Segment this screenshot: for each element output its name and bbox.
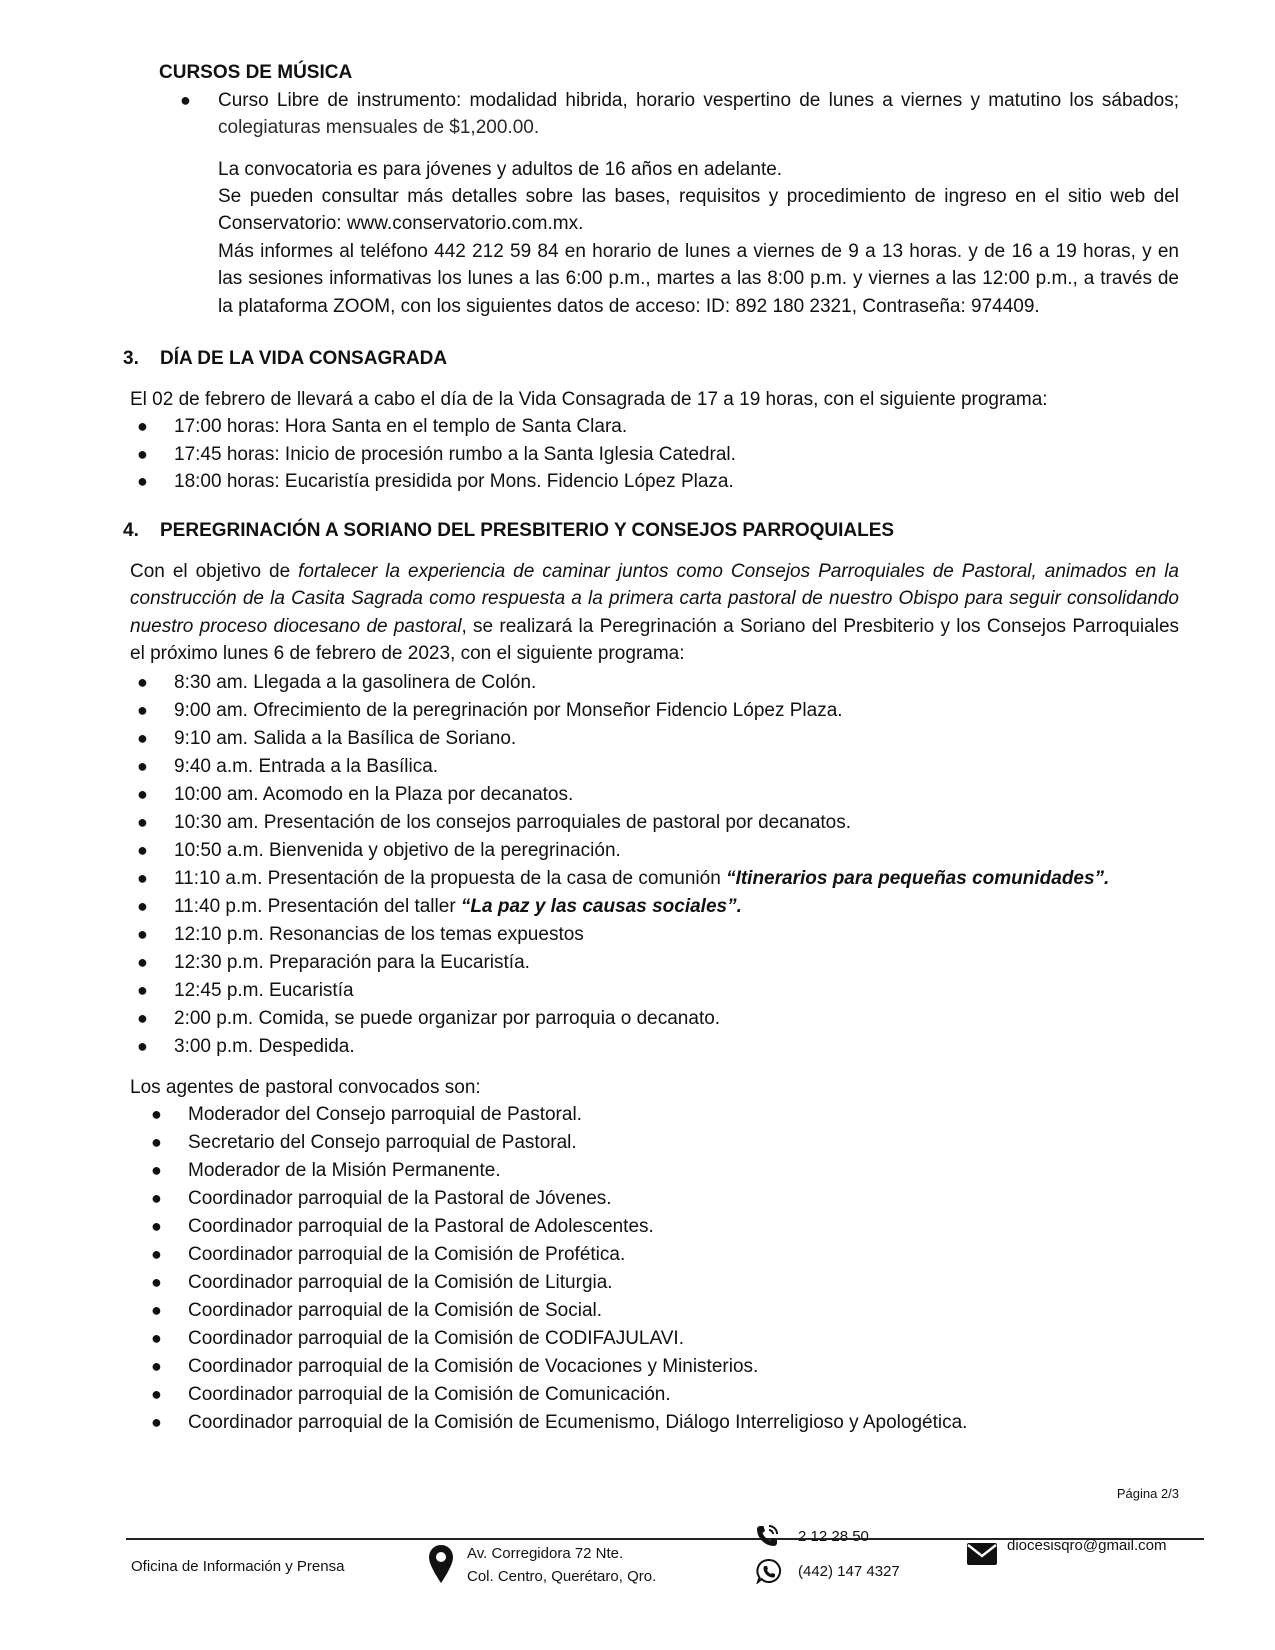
- bullet-dot: ●: [137, 416, 148, 436]
- bullet-dot: ●: [137, 784, 148, 804]
- list-item-text: 11:40 p.m. Presentación del taller: [174, 896, 461, 917]
- bullet-dot: ●: [151, 1216, 162, 1236]
- bullet-dot: ●: [137, 980, 148, 1000]
- bullet-dot: ●: [151, 1104, 162, 1124]
- bullet-dot: ●: [137, 756, 148, 776]
- agent-item: Secretario del Consejo parroquial de Pastoral.: [188, 1132, 577, 1153]
- footer-office: Oficina de Información y Prensa: [131, 1558, 345, 1575]
- footer-email[interactable]: diocesisqro@gmail.com: [1007, 1537, 1167, 1554]
- bullet-dot: ●: [137, 840, 148, 860]
- bullet-dot: ●: [151, 1300, 162, 1320]
- music-fee-text: colegiaturas mensuales de $1,200.00.: [218, 117, 540, 139]
- list-item: 17:00 horas: Hora Santa en el templo de Santa Clara.: [174, 416, 628, 437]
- bullet-dot: ●: [137, 812, 148, 832]
- bullet-dot: ●: [151, 1244, 162, 1264]
- section-4-intro: [130, 558, 1179, 667]
- bullet-dot: ●: [137, 868, 148, 888]
- bullet-dot: ●: [151, 1132, 162, 1152]
- bullet-dot: ●: [137, 896, 148, 916]
- bullet-dot: ●: [137, 728, 148, 748]
- agent-item: Coordinador parroquial de la Comisión de Vocaciones y Ministerios.: [188, 1356, 759, 1377]
- list-item: 2:00 p.m. Comida, se puede organizar por parroquia o decanato.: [174, 1008, 721, 1029]
- footer-address-line1: Av. Corregidora 72 Nte.: [467, 1545, 624, 1562]
- bullet-dot: ●: [151, 1160, 162, 1180]
- bullet-dot: ●: [151, 1272, 162, 1292]
- section-4-heading: PEREGRINACIÓN A SORIANO DEL PRESBITERIO Y CONSEJOS PARROQUIALES: [160, 520, 895, 541]
- section-4-intro-italic: fortalecer la experiencia de caminar juntos como Consejos Parroquiales de Pastoral, animados en la construcción de la Casita Sagrada como respuesta a la primera carta pastoral de nuestro Obispo para seguir consolidando nuestro proceso diocesano de pastoral: [130, 561, 1179, 637]
- agent-item: Moderador del Consejo parroquial de Pastoral.: [188, 1104, 582, 1125]
- bullet-dot: ●: [137, 444, 148, 464]
- list-item-emphasis: “Itinerarios para pequeñas comunidades”.: [726, 868, 1110, 889]
- list-item: 12:10 p.m. Resonancias de los temas expuestos: [174, 924, 584, 945]
- bullet-dot: ●: [137, 471, 148, 491]
- bullet-dot: ●: [151, 1328, 162, 1348]
- page-number: Página 2/3: [1116, 1486, 1179, 1501]
- music-para-3: Más informes al teléfono 442 212 59 84 en horario de lunes a viernes de 9 a 13 horas. y de 16 a 19 horas, y en las sesiones informativas los lunes a las 6:00 p.m., martes a las 8:00 p.m. y viernes a las 12:00 p.m., a través de la plataforma ZOOM, con los siguientes datos de acceso: ID: 892 180 2321, Contraseña: 974409.: [218, 241, 1179, 317]
- list-item: 10:00 am. Acomodo en la Plaza por decanatos.: [174, 784, 574, 805]
- bullet-dot: ●: [151, 1356, 162, 1376]
- section-4-intro-b: , se realizará la Peregrinación a Soriano del Presbiterio y los Consejos Parroquiales el próximo lunes 6 de febrero de 2023, con el siguiente programa:: [130, 615, 1180, 664]
- agent-item: Coordinador parroquial de la Comisión de Comunicación.: [188, 1384, 671, 1405]
- bullet-dot: ●: [151, 1188, 162, 1208]
- agent-item: Coordinador parroquial de la Comisión de CODIFAJULAVI.: [188, 1328, 684, 1349]
- list-item-emphasis: “La paz y las causas sociales”.: [460, 896, 742, 917]
- bullet-dot: ●: [151, 1384, 162, 1404]
- section-3-number: 3.: [123, 348, 139, 369]
- location-pin-icon: [428, 1544, 454, 1584]
- bullet-dot: ●: [137, 672, 148, 692]
- list-item-text: 11:10 a.m. Presentación de la propuesta de la casa de comunión: [174, 868, 727, 889]
- list-item: 8:30 am. Llegada a la gasolinera de Colón.: [174, 672, 537, 693]
- list-item: 3:00 p.m. Despedida.: [174, 1036, 355, 1057]
- agent-item: Coordinador parroquial de la Comisión de Liturgia.: [188, 1272, 613, 1293]
- music-para-2: Se pueden consultar más detalles sobre las bases, requisitos y procedimiento de ingreso en el sitio web del Conservatorio: www.conservatorio.com.mx.: [218, 186, 1179, 235]
- list-item: 10:30 am. Presentación de los consejos parroquiales de pastoral por decanatos.: [174, 812, 852, 833]
- agent-item: Coordinador parroquial de la Pastoral de Jóvenes.: [188, 1188, 612, 1209]
- list-item: 9:10 am. Salida a la Basílica de Soriano.: [174, 728, 517, 749]
- agent-item: Coordinador parroquial de la Comisión de Social.: [188, 1300, 603, 1321]
- agents-intro: Los agentes de pastoral convocados son:: [130, 1077, 481, 1098]
- whatsapp-icon: [756, 1558, 782, 1584]
- agent-item: Coordinador parroquial de la Pastoral de Adolescentes.: [188, 1216, 654, 1237]
- phone-icon: [754, 1523, 780, 1549]
- list-item: 10:50 a.m. Bienvenida y objetivo de la peregrinación.: [174, 840, 621, 861]
- music-heading: CURSOS DE MÚSICA: [159, 62, 353, 83]
- bullet-dot: ●: [180, 90, 191, 110]
- list-item: 12:30 p.m. Preparación para la Eucaristía.: [174, 952, 530, 973]
- agent-item: Moderador de la Misión Permanente.: [188, 1160, 501, 1181]
- bullet-dot: ●: [137, 924, 148, 944]
- list-item: [174, 865, 1109, 892]
- music-course-bullet: [218, 87, 1179, 142]
- mail-icon: [966, 1542, 998, 1566]
- bullet-dot: ●: [137, 952, 148, 972]
- list-item: 18:00 horas: Eucaristía presidida por Mons. Fidencio López Plaza.: [174, 471, 734, 492]
- bullet-dot: ●: [137, 700, 148, 720]
- list-item: [174, 893, 742, 920]
- section-3-heading: DÍA DE LA VIDA CONSAGRADA: [160, 348, 448, 369]
- music-course-text: Curso Libre de instrumento: modalidad hibrida, horario vespertino de lunes a viernes y matutino los sábados;: [218, 90, 1179, 111]
- bullet-dot: ●: [137, 1008, 148, 1028]
- footer-phone-2: (442) 147 4327: [798, 1563, 900, 1580]
- footer-address-line2: Col. Centro, Querétaro, Qro.: [467, 1568, 657, 1585]
- section-4-number: 4.: [123, 520, 139, 541]
- section-3-intro: El 02 de febrero de llevará a cabo el día de la Vida Consagrada de 17 a 19 horas, con el siguiente programa:: [130, 389, 1048, 410]
- agent-item: Coordinador parroquial de la Comisión de Profética.: [188, 1244, 626, 1265]
- list-item: 17:45 horas: Inicio de procesión rumbo a la Santa Iglesia Catedral.: [174, 444, 736, 465]
- bullet-dot: ●: [151, 1412, 162, 1432]
- bullet-dot: ●: [137, 1036, 148, 1056]
- list-item: 9:00 am. Ofrecimiento de la peregrinación por Monseñor Fidencio López Plaza.: [174, 700, 843, 721]
- footer-phone-1: 2 12 28 50: [798, 1528, 869, 1545]
- music-para-1: La convocatoria es para jóvenes y adultos de 16 años en adelante.: [218, 159, 783, 180]
- list-item: 12:45 p.m. Eucaristía: [174, 980, 354, 1001]
- agent-item: Coordinador parroquial de la Comisión de Ecumenismo, Diálogo Interreligioso y Apologética.: [188, 1412, 968, 1433]
- section-4-intro-a: Con el objetivo de: [130, 561, 299, 582]
- list-item: 9:40 a.m. Entrada a la Basílica.: [174, 756, 439, 777]
